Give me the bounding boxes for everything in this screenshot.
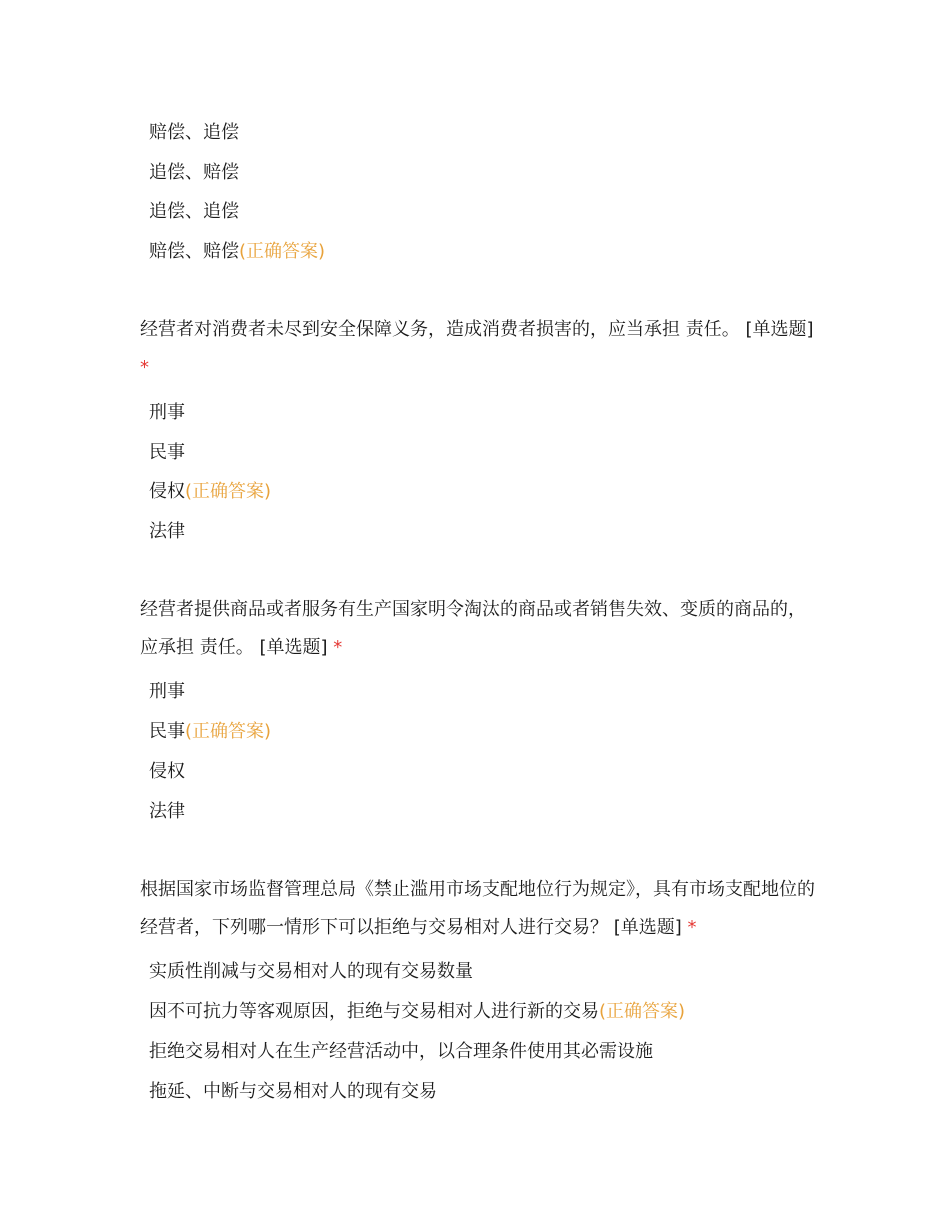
- option-2-1[interactable]: [149, 720, 271, 744]
- required-marker: *: [333, 637, 343, 658]
- option-0-3[interactable]: [149, 240, 325, 264]
- option-label: 因不可抗力等客观原因，拒绝与交易相对人进行新的交易: [149, 1001, 599, 1022]
- question-text: 根据国家市场监督管理总局《禁止滥用市场支配地位行为规定》，具有市场支配地位的经营者，下列哪一情形下可以拒绝与交易相对人进行交易？: [140, 879, 815, 938]
- option-3-1[interactable]: [149, 1000, 685, 1024]
- option-2-3[interactable]: [149, 800, 185, 824]
- option-label: 法律: [149, 521, 185, 542]
- option-label: 赔偿、赔偿: [149, 241, 239, 262]
- option-2-2[interactable]: [149, 760, 185, 784]
- option-label: 实质性削减与交易相对人的现有交易数量: [149, 961, 473, 982]
- option-3-3[interactable]: [149, 1080, 437, 1104]
- option-3-2[interactable]: [149, 1040, 653, 1064]
- question-1: [140, 311, 820, 387]
- option-1-0[interactable]: [149, 401, 185, 425]
- correct-answer-tag: (正确答案): [185, 721, 272, 742]
- option-1-1[interactable]: [149, 441, 185, 465]
- correct-answer-tag: (正确答案): [239, 241, 326, 262]
- question-2: [140, 591, 820, 667]
- option-label: 刑事: [149, 681, 185, 702]
- option-1-2[interactable]: [149, 480, 271, 504]
- option-3-0[interactable]: [149, 960, 473, 984]
- required-marker: *: [687, 917, 697, 938]
- option-label: 赔偿、追偿: [149, 122, 239, 143]
- option-label: 民事: [149, 442, 185, 463]
- option-label: 拒绝交易相对人在生产经营活动中，以合理条件使用其必需设施: [149, 1041, 653, 1062]
- question-text: 经营者对消费者未尽到安全保障义务，造成消费者损害的，应当承担 责任。: [140, 319, 740, 340]
- question-3: [140, 871, 820, 947]
- required-marker: *: [140, 357, 149, 378]
- option-1-3[interactable]: [149, 520, 185, 544]
- option-label: 民事: [149, 721, 185, 742]
- option-0-0[interactable]: [149, 121, 239, 145]
- option-label: 追偿、追偿: [149, 201, 239, 222]
- option-label: 侵权: [149, 481, 185, 502]
- option-label: 法律: [149, 801, 185, 822]
- correct-answer-tag: (正确答案): [185, 481, 272, 502]
- question-text: 经营者提供商品或者服务有生产国家明令淘汰的商品或者销售失效、变质的商品的，应承担 责任。: [140, 599, 806, 658]
- option-0-2[interactable]: [149, 200, 239, 224]
- correct-answer-tag: (正确答案): [599, 1001, 686, 1022]
- question-type: [单选题]: [259, 637, 328, 658]
- option-label: 拖延、中断与交易相对人的现有交易: [149, 1081, 437, 1102]
- option-2-0[interactable]: [149, 680, 185, 704]
- option-label: 侵权: [149, 761, 185, 782]
- option-0-1[interactable]: [149, 161, 239, 185]
- question-type: [单选题]: [613, 917, 682, 938]
- question-type: [单选题]: [745, 319, 814, 340]
- option-label: 追偿、赔偿: [149, 162, 239, 183]
- option-label: 刑事: [149, 402, 185, 423]
